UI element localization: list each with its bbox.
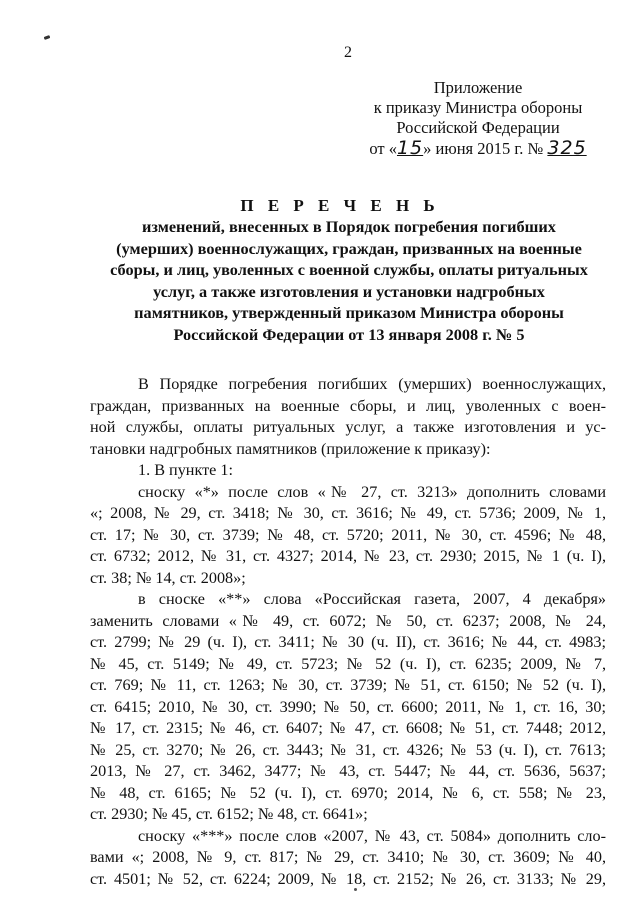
body-line: тановки надгробных памятников (приложение к приказу): (90, 439, 491, 458)
body-line: ст. 4501; № 52, ст. 6224; 2009, № 18, ст. 2152; № 26, ст. 3133; № 29, (90, 869, 606, 888)
body-line: № 48, ст. 6165; № 52 (ч. I), ст. 6970; 2014, № 6, ст. 558; № 23, (90, 783, 606, 802)
page-number: 2 (344, 44, 352, 61)
subtitle-line: памятников, утвержденный приказом Министра обороны (134, 303, 564, 322)
appendix-country: Российской Федерации (396, 118, 560, 137)
document-subtitle (96, 216, 602, 345)
document-title: П Е Р Е Ч Е Н Ь (240, 196, 440, 215)
body-line: ст. 6415; 2010, № 30, ст. 3990; № 50, ст. 6600; 2011, № 1, ст. 16, 30; (90, 697, 606, 716)
body-line: заменить словами «№ 49, ст. 6072; № 50, ст. 6237; 2008, № 24, (90, 611, 606, 630)
body-line: граждан, призванных на военные сборы, и лиц, уволенных с воен- (90, 396, 606, 415)
body-line: ст. 2930; № 45, ст. 6152; № 48, ст. 6641»; (90, 805, 368, 823)
body-line: ст. 2799; № 29 (ч. I), ст. 3411; № 30 (ч. II), ст. 3616; № 44, ст. 4983; (90, 633, 606, 651)
subtitle-line: (умерших) военнослужащих, граждан, призванных на военные (116, 238, 582, 258)
body-line: № 17, ст. 2315; № 46, ст. 6407; № 47, ст. 6608; № 51, ст. 7448; 2012, (90, 719, 606, 737)
body-line: ст. 17; № 30, ст. 3739; № 48, ст. 5720; 2011, № 30, ст. 4596; № 48, (90, 525, 606, 544)
body-line: ст. 769; № 11, ст. 1263; № 30, ст. 3739; № 51, ст. 6150; № 52 (ч. I), (90, 676, 606, 694)
handwritten-order-number: 325 (547, 137, 587, 159)
appendix-order-ref: к приказу Министра обороны (373, 98, 583, 117)
subtitle-line: изменений, внесенных в Порядок погребения погибших (142, 217, 556, 236)
body-line: сноску «*» после слов «№ 27, ст. 3213» дополнить словами (138, 482, 606, 501)
body-line: № 25, ст. 3270; № 26, ст. 3443; № 31, ст. 4326; № 53 (ч. I), ст. 7613; (90, 740, 606, 759)
document-body (90, 374, 606, 890)
body-line: ной службы, оплаты ритуальных услуг, а также изготовления и ус- (90, 418, 606, 436)
date-prefix: от « (369, 139, 397, 158)
subtitle-line: сборы, и лиц, уволенных с военной службы, оплаты ритуальных (110, 260, 588, 279)
appendix-label: Приложение (433, 78, 523, 97)
body-line: ст. 6732; 2012, № 31, ст. 4327; 2014, № 23, ст. 2930; 2015, № 1 (ч. I), (90, 547, 606, 565)
body-line: «; 2008, № 29, ст. 3418; № 30, ст. 3616; № 49, ст. 5736; 2009, № 1, (90, 504, 606, 522)
handwritten-day: 15 (396, 137, 424, 159)
body-line: вами «; 2008, № 9, ст. 817; № 29, ст. 3410; № 30, ст. 3609; № 40, (90, 848, 606, 866)
body-line: В Порядке погребения погибших (умерших) военнослужащих, (138, 375, 606, 393)
body-line: № 45, ст. 5149; № 49, ст. 5723; № 52 (ч. I), ст. 6235; 2009, № 7, (90, 654, 606, 673)
subtitle-line: услуг, а также изготовления и установки надгробных (153, 281, 545, 301)
date-middle: » июня 2015 г. № (423, 139, 544, 158)
body-line: 2013, № 27, ст. 3462, 3477; № 43, ст. 5447; № 44, ст. 5636, 5637; (90, 762, 606, 780)
scan-speck (44, 35, 51, 40)
appendix-header (358, 78, 598, 159)
body-line: в сноске «**» слова «Российская газета, 2007, 4 декабря» (138, 590, 606, 608)
body-line: ст. 38; № 14, ст. 2008»; (90, 568, 246, 587)
subtitle-line: Российской Федерации от 13 января 2008 г. № 5 (173, 324, 525, 344)
body-line: 1. В пункте 1: (138, 461, 233, 479)
appendix-date-line (358, 138, 598, 159)
body-line: сноску «***» после слов «2007, № 43, ст. 5084» дополнить сло- (138, 826, 606, 845)
